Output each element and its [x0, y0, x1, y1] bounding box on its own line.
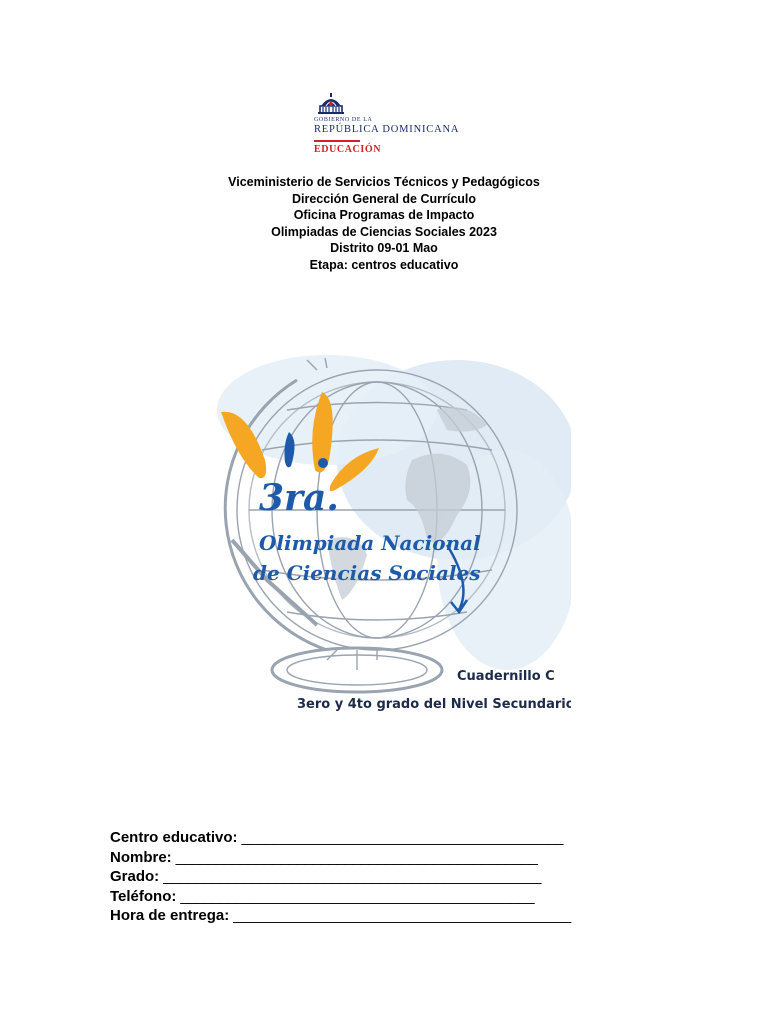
form-row-grado — [110, 867, 630, 887]
globe-illustration — [207, 350, 571, 734]
cover-illustration — [207, 350, 571, 734]
cover-title-line2: de Ciencias Sociales — [253, 561, 481, 585]
logo-republic-text: REPÚBLICA DOMINICANA — [314, 124, 460, 135]
header-line: Olimpiadas de Ciencias Sociales 2023 — [271, 224, 497, 239]
nombre-label: Nombre: — [110, 848, 172, 866]
telefono-blank-line[interactable]: ____________________________________________ — [180, 887, 535, 905]
hora-blank-line[interactable]: __________________________________________ — [233, 907, 571, 924]
form-row-nombre — [110, 848, 630, 868]
header-line: Viceministerio de Servicios Técnicos y Pedagógicos — [228, 175, 540, 189]
hora-label: Hora de entrega: — [110, 907, 230, 924]
header-line: Oficina Programas de Impacto — [293, 208, 475, 222]
header-line: Etapa: centros educativo — [309, 257, 459, 272]
cover-title-line1: Olimpiada Nacional — [259, 531, 481, 555]
header-line: Distrito 09-01 Mao — [330, 241, 438, 255]
logo-divider — [314, 140, 360, 142]
grado-blank-line[interactable]: _______________________________________________ — [163, 868, 542, 885]
form-row-hora — [110, 906, 630, 926]
cover-level-text: 3ero y 4to grado del Nivel Secundario — [297, 697, 571, 712]
centro-blank-line[interactable]: ________________________________________ — [241, 829, 564, 846]
telefono-label: Teléfono: — [110, 887, 177, 905]
header-line: Dirección General de Currículo — [291, 191, 477, 206]
logo-government-text: GOBIERNO DE LA — [314, 117, 373, 123]
form-row-centro — [110, 828, 630, 848]
dome-seal-icon — [314, 92, 348, 116]
cover-edition-text: 3ra. — [259, 477, 339, 519]
nombre-blank-line[interactable]: _____________________________________________ — [175, 848, 538, 866]
logo-education-text: EDUCACIÓN — [314, 144, 382, 155]
grado-label: Grado: — [110, 868, 160, 885]
form-row-telefono — [110, 887, 630, 907]
ministry-logo — [312, 92, 462, 162]
cover-booklet-text: Cuadernillo C — [457, 669, 555, 684]
centro-label: Centro educativo: — [110, 829, 238, 846]
student-info-form — [110, 828, 630, 926]
document-header — [0, 174, 768, 273]
